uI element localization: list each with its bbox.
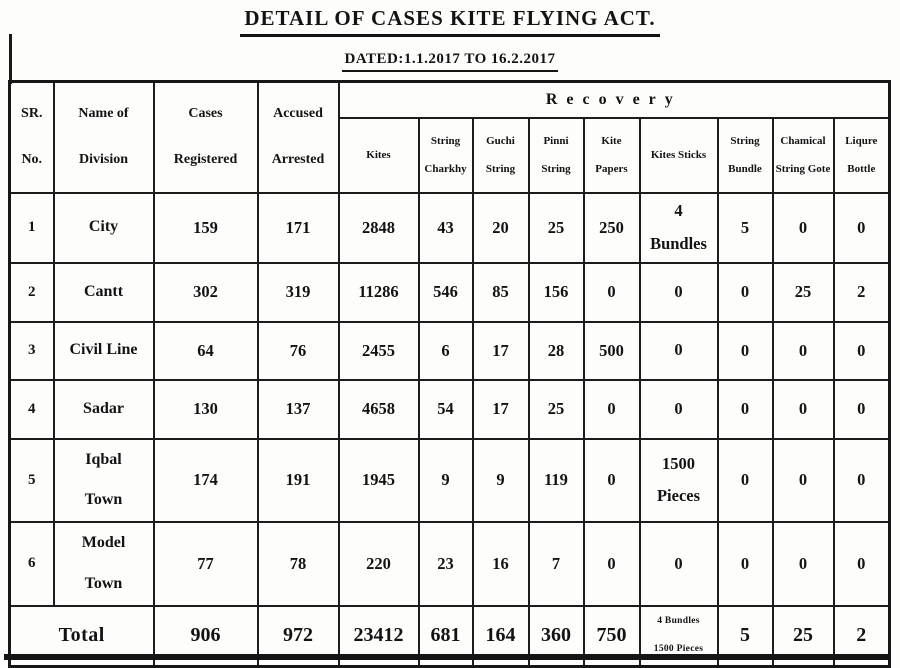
header-row-top	[10, 82, 890, 118]
header-line: Bottle	[847, 163, 876, 175]
cell-kites: 2848	[339, 193, 419, 263]
cell-guchi-string: 85	[473, 263, 529, 322]
cell-string-charkhy: 9	[419, 439, 473, 523]
cell-pinni-string: 156	[529, 263, 584, 322]
cell-line: 4	[674, 201, 683, 221]
cell-accused: 137	[258, 380, 339, 439]
cell-total-guchi-string: 164	[473, 606, 529, 667]
cell-total-kite-papers: 750	[584, 606, 640, 667]
header-line: Kites	[366, 148, 391, 161]
cell-total-accused: 972	[258, 606, 339, 667]
table-row	[10, 522, 890, 606]
cell-total-pinni-string: 360	[529, 606, 584, 667]
cell-line: Cantt	[83, 282, 124, 300]
cell-division	[54, 322, 154, 380]
cell-pinni-string: 7	[529, 522, 584, 606]
cell-accused: 76	[258, 322, 339, 380]
cell-chamical-string-gote: 0	[773, 380, 834, 439]
cell-cases: 174	[154, 439, 258, 523]
page-subtitle	[0, 50, 900, 72]
cell-pinni-string: 28	[529, 322, 584, 380]
header-name-of-division	[54, 82, 154, 193]
cell-cases: 159	[154, 193, 258, 263]
cell-guchi-string: 17	[473, 322, 529, 380]
cell-accused: 78	[258, 522, 339, 606]
cell-string-bundle: 0	[718, 322, 773, 380]
cell-kites: 11286	[339, 263, 419, 322]
header-chamical-string-gote	[773, 118, 834, 193]
cell-sr: 1	[10, 193, 54, 263]
cell-line: 0	[674, 281, 683, 301]
table-row	[10, 263, 890, 322]
cell-kite-papers: 0	[584, 522, 640, 606]
header-line: String	[730, 134, 760, 147]
header-line: Kite	[601, 134, 622, 147]
cell-pinni-string: 119	[529, 439, 584, 523]
header-line: No.	[21, 152, 43, 168]
cell-chamical-string-gote: 25	[773, 263, 834, 322]
header-line: SR.	[21, 106, 43, 122]
header-line: String Gote	[775, 163, 831, 175]
cell-total-cases: 906	[154, 606, 258, 667]
page-subtitle-text: DATED:1.1.2017 TO 16.2.2017	[342, 51, 557, 72]
cell-cases: 77	[154, 522, 258, 606]
scan-bottom-edge	[4, 654, 891, 660]
page-title-text: DETAIL OF CASES KITE FLYING ACT.	[240, 6, 659, 37]
header-line: Arrested	[271, 152, 325, 168]
cell-guchi-string: 17	[473, 380, 529, 439]
cell-pinni-string: 25	[529, 193, 584, 263]
header-line: Division	[78, 152, 128, 168]
cell-kite-papers: 250	[584, 193, 640, 263]
cell-total-liqure-bottle: 2	[834, 606, 890, 667]
header-line: String	[541, 163, 571, 175]
cell-line: 4 Bundles	[657, 616, 700, 627]
header-line: Registered	[173, 152, 238, 168]
cell-string-bundle: 0	[718, 380, 773, 439]
cell-sr: 5	[10, 439, 54, 523]
header-string-charkhy	[419, 118, 473, 193]
header-line: Papers	[595, 163, 628, 175]
table-row	[10, 439, 890, 523]
header-line: Accused	[273, 106, 323, 122]
cell-kites: 2455	[339, 322, 419, 380]
cell-liqure-bottle: 2	[834, 263, 890, 322]
cell-cases: 64	[154, 322, 258, 380]
cell-chamical-string-gote: 0	[773, 193, 834, 263]
cell-cases: 302	[154, 263, 258, 322]
header-line: Pinni	[543, 134, 569, 147]
cell-liqure-bottle: 0	[834, 439, 890, 523]
cell-division	[54, 439, 154, 523]
header-line: String	[485, 163, 516, 175]
cell-chamical-string-gote: 0	[773, 322, 834, 380]
cell-pinni-string: 25	[529, 380, 584, 439]
cell-total-chamical-string-gote: 25	[773, 606, 834, 667]
header-line: Charkhy	[424, 163, 467, 175]
header-line: Name of	[78, 106, 129, 122]
cell-line: Town	[84, 574, 123, 592]
cell-chamical-string-gote: 0	[773, 522, 834, 606]
cell-sr: 6	[10, 522, 54, 606]
cell-kites-sticks	[640, 193, 718, 263]
cell-kites-sticks	[640, 522, 718, 606]
cell-sr: 2	[10, 263, 54, 322]
cell-line: 0	[674, 553, 683, 573]
cell-line: 1500	[662, 454, 695, 474]
cell-guchi-string: 20	[473, 193, 529, 263]
cell-cases: 130	[154, 380, 258, 439]
cell-total-string-charkhy: 681	[419, 606, 473, 667]
cell-string-bundle: 0	[718, 263, 773, 322]
cell-chamical-string-gote: 0	[773, 439, 834, 523]
cell-kites-sticks	[640, 263, 718, 322]
header-liqure-bottle	[834, 118, 890, 193]
header-accused-arrested	[258, 82, 339, 193]
cell-kite-papers: 0	[584, 439, 640, 523]
header-line: String	[430, 134, 461, 147]
cell-kite-papers: 0	[584, 380, 640, 439]
cell-line: City	[88, 218, 119, 236]
cell-line: Model	[81, 534, 126, 552]
cell-line: Pieces	[656, 486, 701, 506]
cell-liqure-bottle: 0	[834, 193, 890, 263]
header-line: Liqure	[845, 134, 878, 147]
cell-division	[54, 193, 154, 263]
header-kites-sticks	[640, 118, 718, 193]
cell-kites: 220	[339, 522, 419, 606]
cell-accused: 191	[258, 439, 339, 523]
header-line: Kites Sticks	[650, 148, 707, 161]
cell-string-bundle: 0	[718, 522, 773, 606]
cell-liqure-bottle: 0	[834, 522, 890, 606]
cell-total-string-bundle: 5	[718, 606, 773, 667]
header-kites	[339, 118, 419, 193]
cell-total-label: Total	[10, 606, 154, 667]
table-row	[10, 322, 890, 380]
page-title	[0, 6, 900, 37]
header-pinni-string	[529, 118, 584, 193]
cell-line: 0	[674, 340, 683, 360]
cell-line: 0	[674, 398, 683, 418]
cell-kite-papers: 500	[584, 322, 640, 380]
header-string-bundle	[718, 118, 773, 193]
cell-kites: 1945	[339, 439, 419, 523]
cell-string-charkhy: 43	[419, 193, 473, 263]
cell-sr: 3	[10, 322, 54, 380]
cell-string-bundle: 5	[718, 193, 773, 263]
header-line: Cases	[188, 106, 223, 122]
table-row	[10, 380, 890, 439]
cell-string-charkhy: 6	[419, 322, 473, 380]
cell-division	[54, 522, 154, 606]
header-cases-registered	[154, 82, 258, 193]
header-line: Chamical	[780, 134, 826, 147]
cell-kites: 4658	[339, 380, 419, 439]
cell-kites-sticks	[640, 380, 718, 439]
cases-table	[8, 80, 891, 668]
header-sr-no	[10, 82, 54, 193]
header-line: Bundle	[728, 163, 762, 175]
cell-kites-sticks	[640, 439, 718, 523]
header-line: Guchi	[486, 134, 515, 147]
cell-line: Civil Line	[69, 341, 138, 359]
cell-guchi-string: 16	[473, 522, 529, 606]
scan-left-artifact-line	[9, 34, 12, 84]
table-row	[10, 193, 890, 263]
cell-accused: 319	[258, 263, 339, 322]
cell-string-charkhy: 54	[419, 380, 473, 439]
header-recovery: Recovery	[339, 82, 890, 118]
cell-liqure-bottle: 0	[834, 380, 890, 439]
cell-kites-sticks	[640, 322, 718, 380]
cell-string-bundle: 0	[718, 439, 773, 523]
cell-line: Bundles	[650, 233, 707, 253]
cell-liqure-bottle: 0	[834, 322, 890, 380]
cell-division	[54, 263, 154, 322]
header-kite-papers	[584, 118, 640, 193]
cell-accused: 171	[258, 193, 339, 263]
cell-line: Town	[84, 491, 123, 509]
cell-line: Sadar	[83, 399, 124, 417]
cell-kite-papers: 0	[584, 263, 640, 322]
cell-division	[54, 380, 154, 439]
cell-total-kites: 23412	[339, 606, 419, 667]
cell-sr: 4	[10, 380, 54, 439]
header-guchi-string	[473, 118, 529, 193]
cell-string-charkhy: 546	[419, 263, 473, 322]
cell-line: Iqbal	[85, 450, 122, 468]
cell-guchi-string: 9	[473, 439, 529, 523]
cell-string-charkhy: 23	[419, 522, 473, 606]
cell-line: 1500 Pieces	[653, 643, 704, 654]
